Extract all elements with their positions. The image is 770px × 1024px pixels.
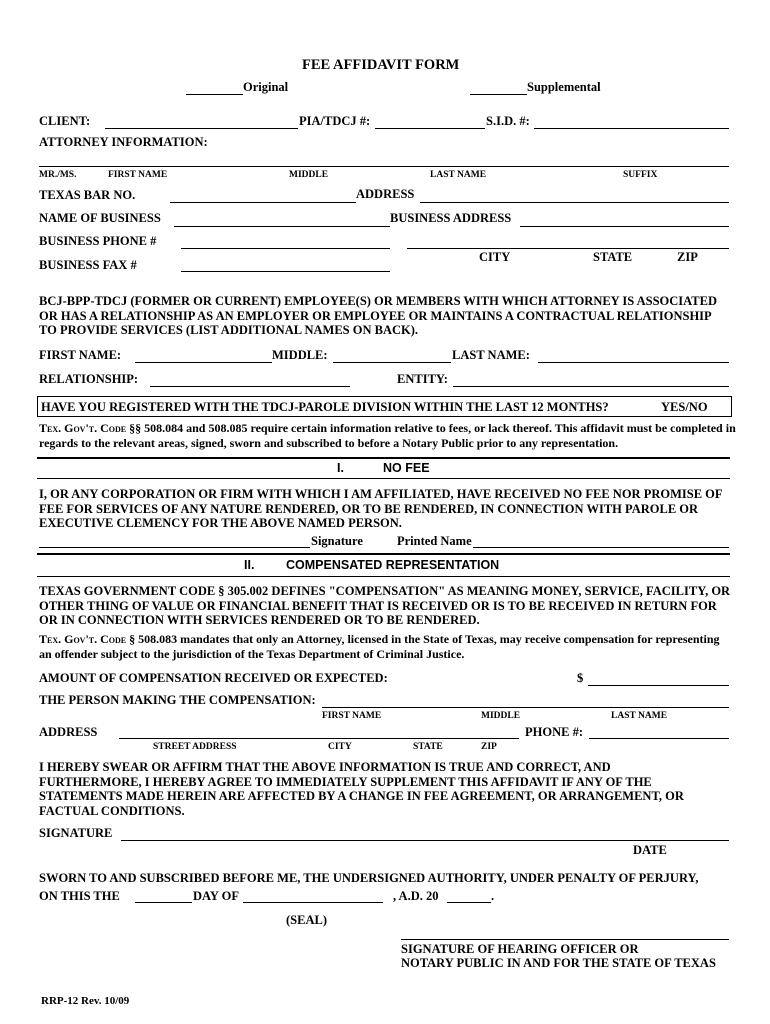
section2-mandate-text: § 508.083 mandates that only an Attorney, licensed in the State of Texas, may receive compensation for representing an offender subject to the jurisdiction of the Texas Department of Criminal Justice. — [39, 632, 720, 661]
on-this-label: ON THIS THE — [39, 889, 120, 903]
gov-code-notice — [39, 421, 739, 450]
sid-field[interactable] — [534, 128, 729, 129]
original-label: Original — [243, 80, 289, 94]
emp-last-name-field[interactable] — [538, 362, 729, 363]
section1-title: NO FEE — [383, 461, 430, 475]
affirm-signature-label: SIGNATURE — [39, 826, 113, 840]
person-first-label: FIRST NAME — [322, 711, 382, 721]
divider — [37, 576, 730, 577]
bar-no-field[interactable] — [170, 202, 356, 203]
year-period: . — [491, 889, 495, 903]
amount-field[interactable] — [588, 685, 729, 686]
bar-no-label: TEXAS BAR NO. — [39, 188, 136, 202]
city-label: CITY — [479, 250, 511, 264]
person-name-field[interactable] — [322, 707, 729, 708]
divider — [37, 478, 730, 479]
emp-middle-label: MIDDLE: — [272, 348, 328, 362]
divider — [37, 457, 730, 459]
amount-label: AMOUNT OF COMPENSATION RECEIVED OR EXPECTED: — [39, 671, 388, 685]
officer-label-line1: SIGNATURE OF HEARING OFFICER OR — [401, 942, 639, 956]
emp-last-name-label: LAST NAME: — [452, 348, 530, 362]
gov-code-text: §§ 508.084 and 508.085 require certain information relative to fees, or lack thereof. This affidavit must be completed in regards to the relevant areas, signed, sworn and subscribed to before a Notary Public prior to any representation. — [39, 421, 736, 450]
sworn-text: SWORN TO AND SUBSCRIBED BEFORE ME, THE UNDERSIGNED AUTHORITY, UNDER PENALTY OF PERJURY, — [39, 871, 699, 885]
section2-number: II. — [244, 558, 255, 572]
gov-code-cite: Tex. Gov't. Code — [39, 632, 127, 646]
day-field[interactable] — [135, 902, 192, 903]
person-address-field[interactable] — [119, 738, 519, 739]
business-fax-field[interactable] — [181, 271, 390, 272]
parole-question: HAVE YOU REGISTERED WITH THE TDCJ-PAROLE DIVISION WITHIN THE LAST 12 MONTHS? — [41, 400, 609, 414]
person-last-label: LAST NAME — [611, 711, 668, 721]
pia-field[interactable] — [375, 128, 485, 129]
relationship-field[interactable] — [150, 386, 350, 387]
no-fee-signature-label: Signature — [311, 534, 363, 548]
supplemental-blank[interactable] — [470, 94, 527, 95]
zip-label: ZIP — [677, 250, 698, 264]
entity-label: ENTITY: — [397, 372, 448, 386]
pia-label: PIA/TDCJ #: — [299, 114, 371, 128]
employee-paragraph: BCJ-BPP-TDCJ (FORMER OR CURRENT) EMPLOYEE(S) OR MEMBERS WITH WHICH ATTORNEY IS ASSOCIATED OR HAS A RELATIONSHIP AS AN EMPLOYER OR EMPLOYEE OR MAINTAINS A CONTRACTUAL RELATIONSHIP TO PROVIDE SERVICES (LIST ADDITIONAL NAMES ON BACK). — [39, 294, 717, 338]
middle-label: MIDDLE — [289, 170, 329, 180]
person-zip-label: ZIP — [481, 742, 497, 752]
sid-label: S.I.D. #: — [486, 114, 530, 128]
year-field[interactable] — [447, 902, 491, 903]
business-address-field[interactable] — [520, 226, 729, 227]
client-label: CLIENT: — [39, 114, 91, 128]
prefix-label: MR./MS. — [39, 170, 77, 180]
emp-first-name-label: FIRST NAME: — [39, 348, 122, 362]
business-phone-field[interactable] — [181, 248, 390, 249]
address-field[interactable] — [420, 202, 729, 203]
entity-field[interactable] — [453, 386, 729, 387]
emp-first-name-field[interactable] — [135, 362, 272, 363]
dollar-sign: $ — [577, 671, 584, 685]
section2-mandate — [39, 632, 733, 661]
state-label: STATE — [593, 250, 633, 264]
parole-yes-no[interactable]: YES/NO — [661, 400, 708, 414]
day-of-label: DAY OF — [193, 889, 239, 903]
no-fee-printed-name-field[interactable] — [473, 547, 729, 548]
form-revision: RRP-12 Rev. 10/09 — [41, 995, 130, 1007]
no-fee-printed-name-label: Printed Name — [397, 534, 472, 548]
section2-definition: TEXAS GOVERNMENT CODE § 305.002 DEFINES "COMPENSATION" AS MEANING MONEY, SERVICE, FACILITY, OR OTHER THING OF VALUE OR FINANCIAL BENEFIT THAT IS RECEIVED OR IS TO BE RECEIVED IN RETURN FOR OR IN CONNECTION WITH SERVICES RENDERED OR TO BE RENDERED. — [39, 584, 731, 628]
attorney-name-field[interactable] — [39, 166, 729, 167]
person-state-label: STATE — [413, 742, 443, 752]
emp-middle-field[interactable] — [333, 362, 451, 363]
officer-label-line2: NOTARY PUBLIC IN AND FOR THE STATE OF TEXAS — [401, 956, 716, 970]
section2-title: COMPENSATED REPRESENTATION — [286, 558, 500, 572]
first-name-label: FIRST NAME — [108, 170, 168, 180]
seal-label: (SEAL) — [286, 913, 327, 927]
business-fax-label: BUSINESS FAX # — [39, 258, 137, 272]
person-address-label: ADDRESS — [39, 725, 98, 739]
person-label: THE PERSON MAKING THE COMPENSATION: — [39, 693, 316, 707]
client-field[interactable] — [105, 128, 298, 129]
affirmation-text: I HEREBY SWEAR OR AFFIRM THAT THE ABOVE INFORMATION IS TRUE AND CORRECT, AND FURTHERMORE, I HEREBY AGREE TO IMMEDIATELY SUPPLEMENT THIS AFFIDAVIT IF ANY OF THE STATEMENTS MADE HEREIN ARE AFFECTED BY A CHANGE IN FEE AGREEMENT, OR ARRANGEMENT, OR FACTUAL CONDITIONS. — [39, 760, 684, 819]
no-fee-signature-field[interactable] — [39, 547, 310, 548]
gov-code-cite: Tex. Gov't. Code — [39, 421, 127, 435]
divider — [37, 553, 730, 555]
relationship-label: RELATIONSHIP: — [39, 372, 139, 386]
person-phone-field[interactable] — [589, 738, 729, 739]
business-name-field[interactable] — [174, 226, 390, 227]
ad-label: , A.D. 20 — [393, 889, 439, 903]
person-middle-label: MIDDLE — [481, 711, 521, 721]
last-name-label: LAST NAME — [430, 170, 487, 180]
suffix-label: SUFFIX — [623, 170, 658, 180]
form-title: FEE AFFIDAVIT FORM — [302, 57, 460, 73]
supplemental-label: Supplemental — [527, 80, 601, 94]
month-field[interactable] — [243, 902, 383, 903]
person-city-label: CITY — [328, 742, 352, 752]
street-address-label: STREET ADDRESS — [153, 742, 237, 752]
section1-number: I. — [337, 461, 344, 475]
original-blank[interactable] — [186, 94, 243, 95]
affirm-signature-field[interactable] — [121, 840, 729, 841]
business-city-state-zip-field[interactable] — [407, 248, 729, 249]
officer-signature-field[interactable] — [401, 939, 729, 940]
business-address-label: BUSINESS ADDRESS — [390, 211, 512, 225]
person-phone-label: PHONE #: — [525, 725, 583, 739]
address-label: ADDRESS — [356, 187, 415, 201]
business-phone-label: BUSINESS PHONE # — [39, 234, 157, 248]
section1-text: I, OR ANY CORPORATION OR FIRM WITH WHICH I AM AFFILIATED, HAVE RECEIVED NO FEE NOR PROMISE OF FEE FOR SERVICES OF ANY NATURE RENDERED, OR TO BE RENDERED, IN CONNECTION WITH PAROLE OR EXECUTIVE CLEMENCY FOR THE ABOVE NAMED PERSON. — [39, 487, 723, 531]
affirm-date-label: DATE — [633, 843, 667, 857]
attorney-heading: ATTORNEY INFORMATION: — [39, 135, 208, 149]
business-name-label: NAME OF BUSINESS — [39, 211, 161, 225]
